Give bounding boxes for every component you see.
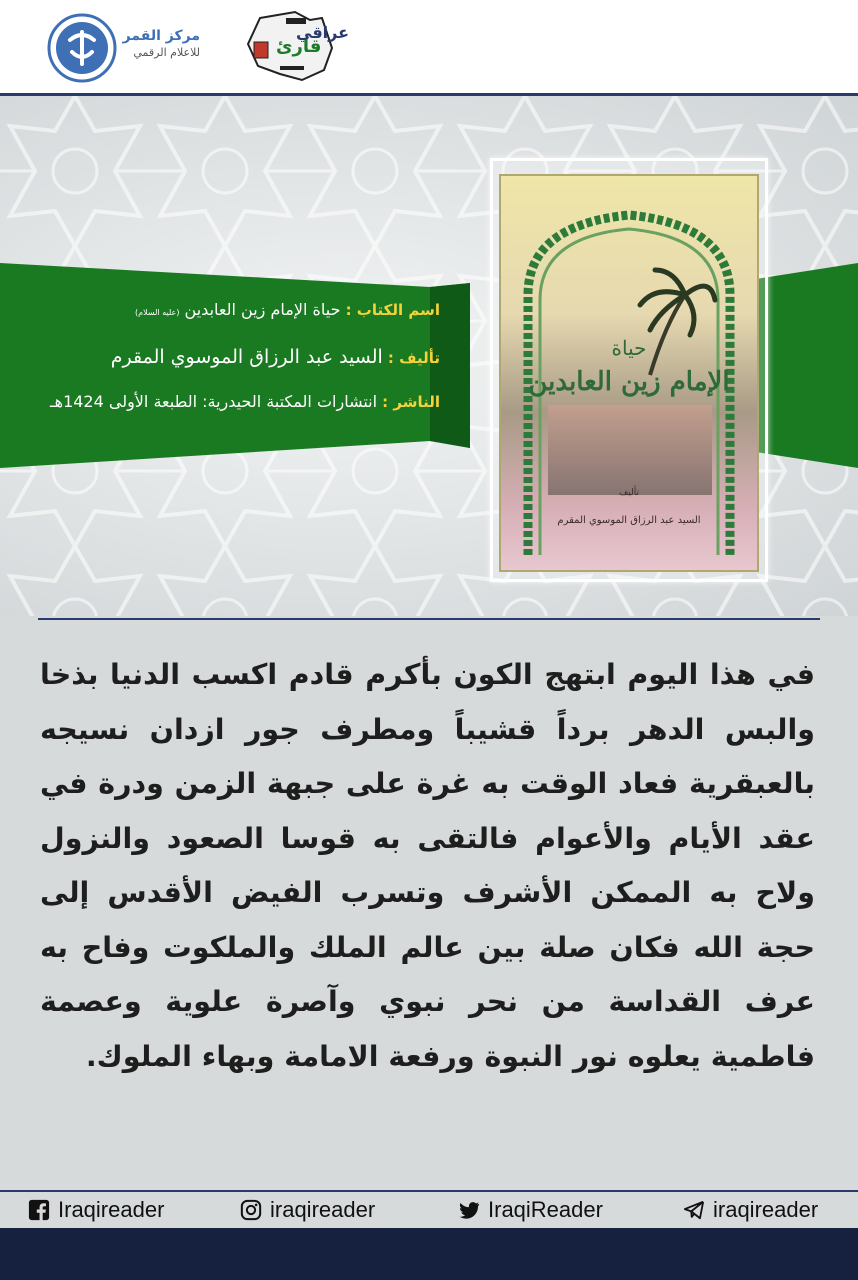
instagram-link[interactable] bbox=[240, 1196, 375, 1224]
book-author-row bbox=[20, 346, 440, 392]
instagram-icon bbox=[240, 1199, 262, 1221]
center-logo-text bbox=[120, 28, 200, 59]
book-author-label: تأليف : bbox=[387, 349, 440, 367]
bottom-bar bbox=[0, 1228, 858, 1280]
svg-text:قارئ: قارئ bbox=[276, 36, 322, 57]
book-publisher-label: الناشر : bbox=[382, 393, 440, 411]
book-publisher-value: انتشارات المكتبة الحيدرية: الطبعة الأولى 1424هـ bbox=[49, 392, 378, 411]
book-title-label: اسم الكتاب : bbox=[345, 301, 440, 319]
twitter-link[interactable] bbox=[458, 1196, 603, 1224]
cover-author-line2: السيد عبد الرزاق الموسوي المقرم bbox=[557, 515, 701, 526]
iraqi-reader-logo[interactable] bbox=[240, 8, 350, 86]
svg-text:عراقي: عراقي bbox=[296, 23, 350, 42]
book-title-note: (عليه السلام) bbox=[135, 308, 180, 317]
facebook-link[interactable] bbox=[28, 1196, 164, 1224]
header-bar bbox=[0, 0, 858, 93]
twitter-icon bbox=[458, 1199, 480, 1221]
book-publisher-row bbox=[20, 392, 440, 438]
moon-center-logo[interactable] bbox=[46, 12, 118, 84]
cover-title-line2: الإمام زين العابدين bbox=[528, 367, 730, 397]
book-title-value: حياة الإمام زين العابدين bbox=[184, 300, 341, 319]
book-author-value: السيد عبد الرزاق الموسوي المقرم bbox=[110, 346, 383, 368]
twitter-handle: IraqiReader bbox=[488, 1197, 603, 1222]
facebook-icon bbox=[28, 1199, 50, 1221]
book-cover-image[interactable] bbox=[500, 175, 758, 571]
book-excerpt-paragraph: في هذا اليوم ابتهج الكون بأكرم قادم اكسب الدنيا بذخا والبس الدهر برداً قشيباً ومطرف جور ازدان نسيجه بالعبقرية فعاد الوقت به غرة على جبهة الزمن ودرة في عقد الأيام والأعوام فالتقى به قوسا الصعود والنزول ولاح به الممكن الأشرف وتسرب الفيض الأقدس إلى حجة الله فكان صلة بين عالم الملك والملكوت وفاح به عرف القداسة من نحر نبوي وآصرة علوية وعصمة فاطمية يعلوه نور النبوة ورفعة الامامة وبهاء الملوك. bbox=[40, 658, 815, 1073]
telegram-link[interactable] bbox=[683, 1196, 818, 1224]
center-logo-subtitle: للاعلام الرقمي bbox=[133, 46, 200, 59]
instagram-handle: iraqireader bbox=[270, 1197, 376, 1222]
center-logo-title: مركز القمر bbox=[122, 28, 200, 44]
cover-title-line1: حياة bbox=[611, 336, 647, 360]
telegram-icon bbox=[683, 1199, 705, 1221]
facebook-handle: Iraqireader bbox=[58, 1197, 165, 1222]
telegram-handle: iraqireader bbox=[713, 1197, 819, 1222]
book-info bbox=[20, 300, 440, 438]
content-divider-top bbox=[38, 618, 820, 620]
book-title-row bbox=[20, 300, 440, 346]
cover-author-line1: تأليف bbox=[618, 488, 640, 498]
